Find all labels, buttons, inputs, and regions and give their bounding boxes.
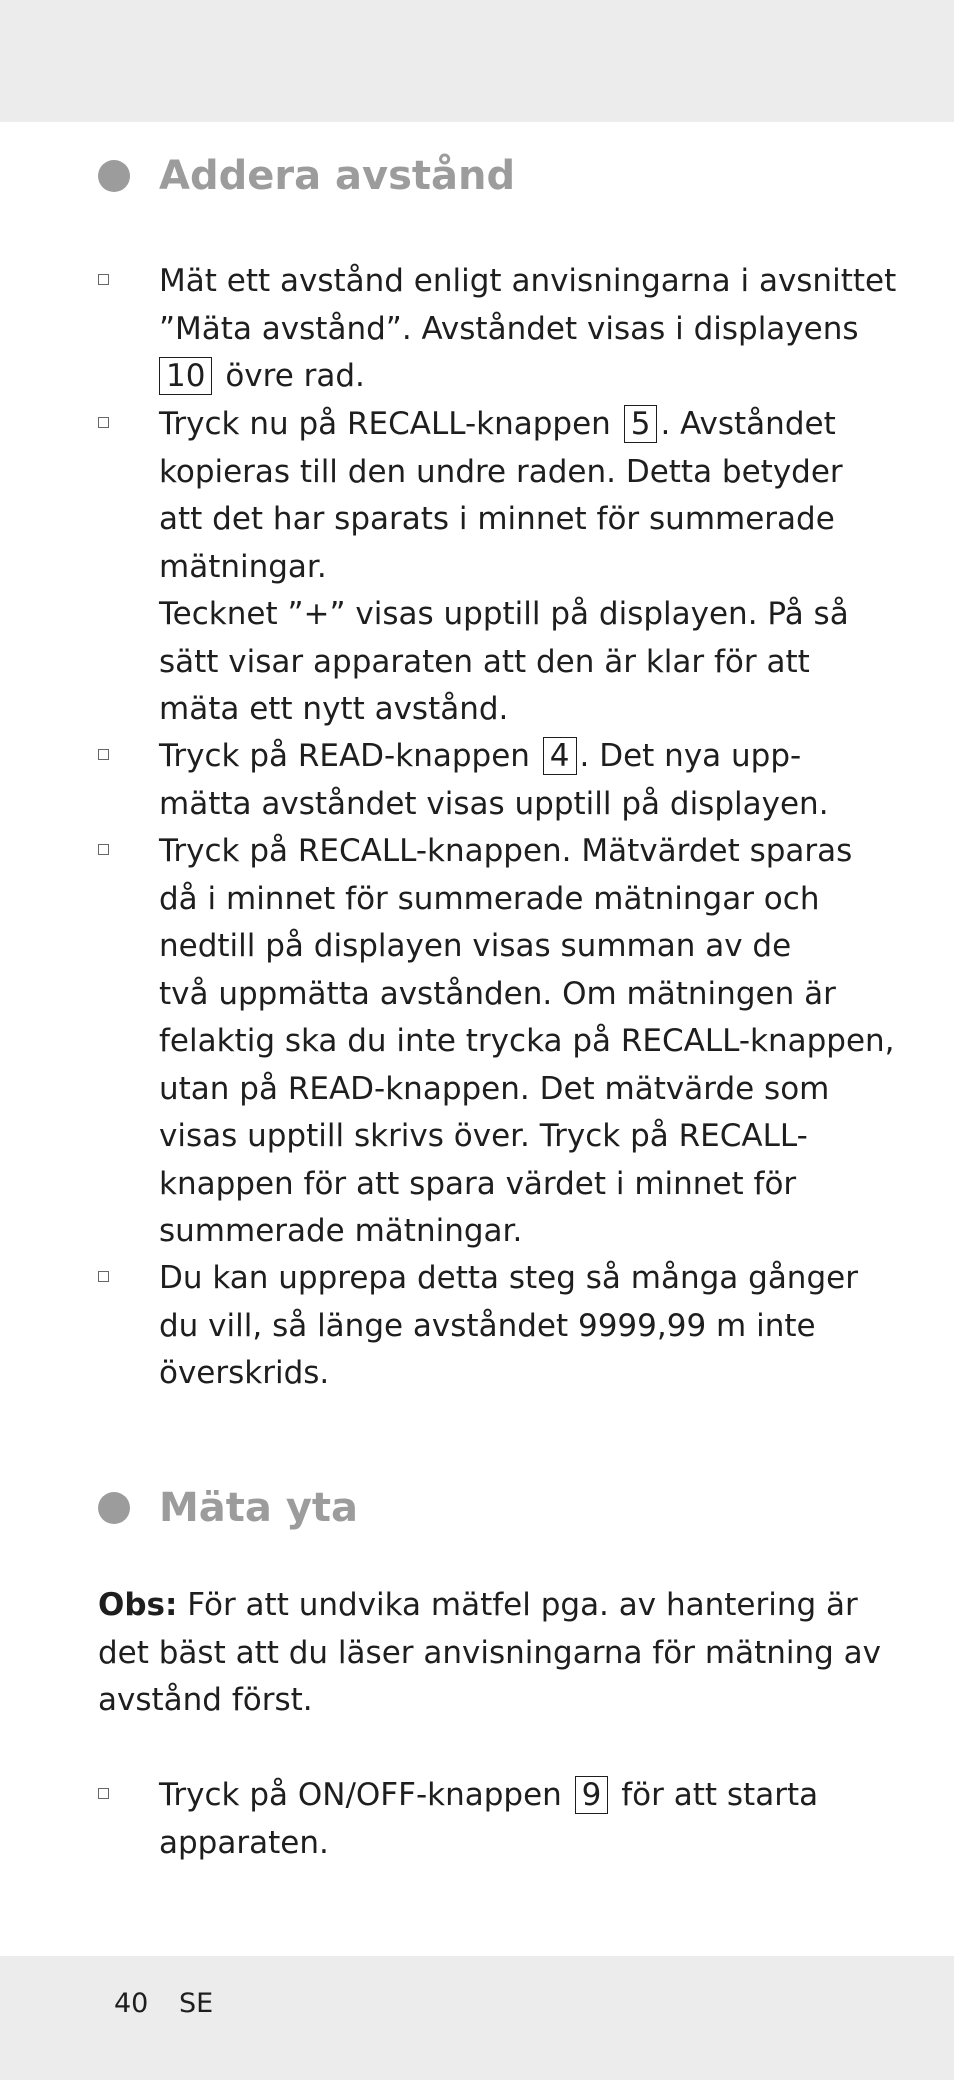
text-line: du vill, så länge avståndet 9999,99 m inte bbox=[159, 1307, 816, 1344]
text-line: visas upptill skrivs över. Tryck på RECALL- bbox=[159, 1118, 808, 1154]
text-line: det bäst att du läser anvisningarna för mätning av bbox=[98, 1634, 882, 1671]
text-line bbox=[98, 1582, 858, 1630]
text-line: avstånd först. bbox=[98, 1682, 313, 1718]
text-fragment: . Det nya upp- bbox=[579, 738, 802, 774]
text-line: två uppmätta avstånden. Om mätningen är bbox=[159, 975, 836, 1012]
reference-number-box: 9 bbox=[575, 1776, 609, 1814]
text-line: då i minnet för summerade mätningar och bbox=[159, 880, 820, 917]
section-title: Addera avstånd bbox=[159, 153, 516, 199]
text-line: att det har sparats i minnet för summerade bbox=[159, 501, 835, 537]
section-heading-add-distance bbox=[98, 153, 516, 199]
checkbox-square-icon bbox=[98, 844, 109, 855]
bullet-dot-icon bbox=[98, 160, 130, 192]
text-line: felaktig ska du inte trycka på RECALL-knappen, bbox=[159, 1023, 895, 1059]
top-margin-band bbox=[0, 0, 954, 122]
text-fragment: övre rad. bbox=[225, 358, 365, 394]
text-line: Mät ett avstånd enligt anvisningarna i avsnittet bbox=[159, 263, 897, 299]
text-line: Tryck på RECALL-knappen. Mätvärdet sparas bbox=[159, 833, 853, 869]
text-fragment: för att starta bbox=[621, 1777, 819, 1813]
text-line bbox=[159, 1772, 859, 1820]
section-title: Mäta yta bbox=[159, 1485, 359, 1531]
bullet-dot-icon bbox=[98, 1492, 130, 1524]
section-heading-measure-area bbox=[98, 1485, 359, 1531]
text-line bbox=[159, 401, 859, 449]
text-line: mätningar. bbox=[159, 548, 327, 585]
text-line: apparaten. bbox=[159, 1824, 329, 1861]
note-label: Obs: bbox=[98, 1587, 178, 1623]
text-fragment: Tryck på READ-knappen bbox=[159, 738, 530, 774]
text-line: utan på READ-knappen. Det mätvärde som bbox=[159, 1070, 830, 1107]
text-line: mätta avståndet visas upptill på displayen. bbox=[159, 785, 829, 822]
reference-number-box: 10 bbox=[159, 357, 212, 395]
text-fragment: Tryck nu på RECALL-knappen bbox=[159, 406, 611, 442]
text-line: kopieras till den undre raden. Detta betyder bbox=[159, 453, 843, 490]
checkbox-square-icon bbox=[98, 274, 109, 285]
text-line bbox=[159, 353, 859, 401]
text-line: summerade mätningar. bbox=[159, 1213, 523, 1249]
checkbox-square-icon bbox=[98, 417, 109, 428]
text-line bbox=[159, 733, 859, 781]
checkbox-square-icon bbox=[98, 1271, 109, 1282]
reference-number-box: 4 bbox=[543, 737, 577, 775]
text-line: knappen för att spara värdet i minnet för bbox=[159, 1165, 797, 1202]
reference-number-box: 5 bbox=[624, 405, 658, 443]
text-line: nedtill på displayen visas summan av de bbox=[159, 928, 792, 964]
text-line: sätt visar apparaten att den är klar för att bbox=[159, 643, 810, 680]
text-fragment: Tryck på ON/OFF-knappen bbox=[159, 1777, 562, 1813]
text-line: överskrids. bbox=[159, 1355, 330, 1391]
text-line: mäta ett nytt avstånd. bbox=[159, 691, 509, 727]
language-code: SE bbox=[179, 1988, 214, 2019]
note-paragraph bbox=[98, 1582, 882, 1725]
page-number: 40 bbox=[114, 1988, 149, 2019]
text-line: ”Mäta avstånd”. Avståndet visas i displayens bbox=[159, 310, 859, 347]
text-fragment: För att undvika mätfel pga. av hantering är bbox=[187, 1587, 858, 1623]
checkbox-square-icon bbox=[98, 1788, 109, 1799]
text-fragment: . Avståndet bbox=[660, 406, 836, 442]
text-line: Du kan upprepa detta steg så många gånger bbox=[159, 1260, 858, 1296]
checkbox-square-icon bbox=[98, 749, 109, 760]
text-line: Tecknet ”+” visas upptill på displayen. På så bbox=[159, 596, 849, 632]
